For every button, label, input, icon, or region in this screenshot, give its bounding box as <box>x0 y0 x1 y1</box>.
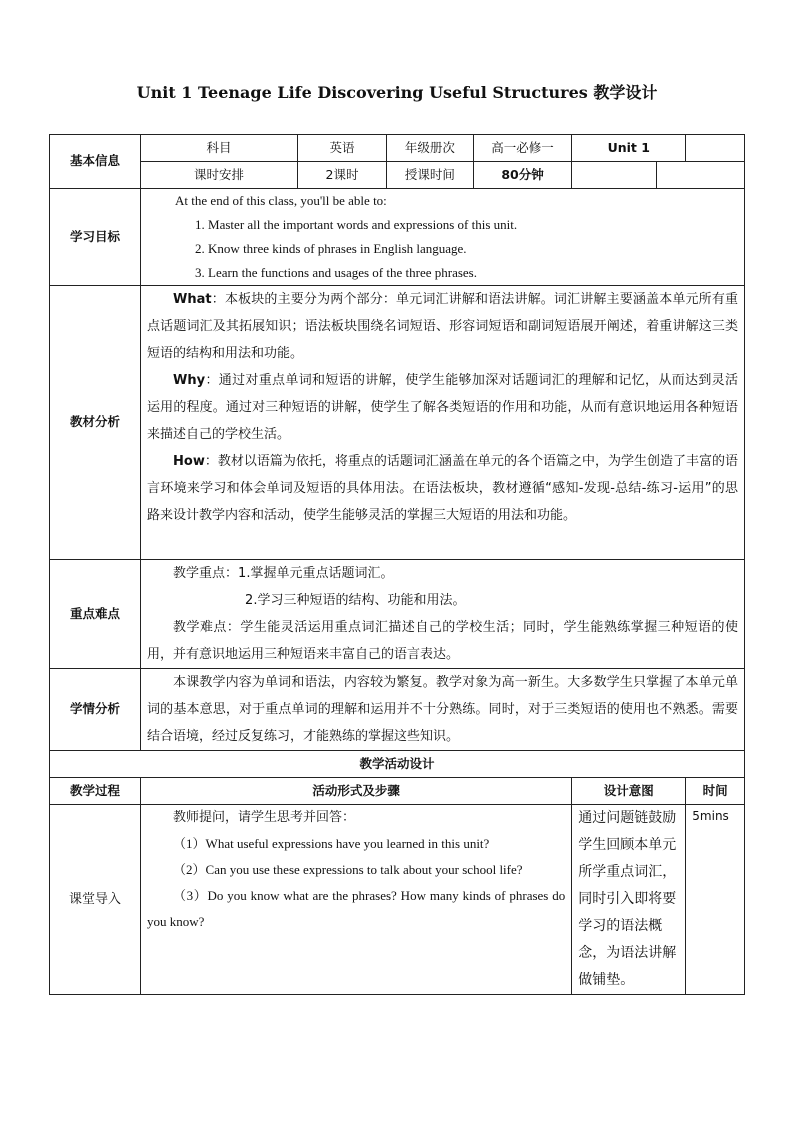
objectives-label: 学习目标 <box>50 189 141 286</box>
material-what <box>147 286 738 367</box>
key-point-line-3: 教学难点：学生能灵活运用重点词汇描述自己的学校生活；同时，学生能熟练掌握三种短语的使用，并有意识地运用三种短语来丰富自己的语言表达。 <box>147 620 738 662</box>
hours-value: 2课时 <box>298 162 387 189</box>
key-point-line-1: 教学重点：1.掌握单元重点话题词汇。 <box>173 566 394 581</box>
activity-heading: 教学活动设计 <box>50 751 745 778</box>
activity-column-headers <box>50 778 745 805</box>
what-key: What <box>173 292 212 307</box>
activity-step-1: （1）What useful expressions have you learned in this unit? <box>173 836 490 851</box>
key-point-line-2: 2.学习三种短语的结构、功能和用法。 <box>245 593 466 608</box>
material-content <box>141 286 745 560</box>
objectives-row <box>50 189 745 286</box>
material-label: 教材分析 <box>50 286 141 560</box>
student-analysis-content <box>141 669 745 751</box>
basic-info-label: 基本信息 <box>50 135 141 189</box>
activity-intent <box>572 805 686 995</box>
unit-value: Unit 1 <box>572 135 686 162</box>
student-analysis-text: 本课教学内容为单词和语法，内容较为繁复。教学对象为高一新生。大多数学生只掌握了本单元单词的基本意思，对于重点单词的理解和运用并不十分熟练。同时，对于三类短语的使用也不熟悉。需要结合语境，经过反复练习，才能熟练的掌握这些知识。 <box>147 675 738 744</box>
time-value: 80分钟 <box>473 162 571 189</box>
subject-label: 科目 <box>141 135 298 162</box>
lesson-plan-table <box>49 134 745 995</box>
why-key: Why <box>173 373 206 388</box>
material-why <box>147 367 738 448</box>
empty-cell <box>657 162 745 189</box>
objective-item-3: 3. Learn the functions and usages of the three phrases. <box>195 265 477 280</box>
activity-heading-row <box>50 751 745 778</box>
activity-steps <box>141 805 572 995</box>
subject-value: 英语 <box>298 135 387 162</box>
activity-intent-text: 通过问题链鼓励学生回顾本单元所学重点词汇，同时引入即将要学习的语法概念，为语法讲解做铺垫。 <box>578 810 677 988</box>
how-text: ：教材以语篇为依托，将重点的话题词汇涵盖在单元的各个语篇之中，为学生创造了丰富的语言环境来学习和体会单词及短语的具体用法。在语法板块，教材遵循“感知-发现-总结-练习-运用”的思路来设计教学内容和活动，使学生能够灵活的掌握三大短语的用法和功能。 <box>147 454 738 523</box>
material-row <box>50 286 745 560</box>
activity-row <box>50 805 745 995</box>
key-points-row <box>50 560 745 669</box>
activity-time: 5mins <box>686 805 745 995</box>
objective-item-2: 2. Know three kinds of phrases in English language. <box>195 241 467 256</box>
col-intent: 设计意图 <box>572 778 686 805</box>
how-key: How <box>173 454 205 469</box>
activity-step-2: （2）Can you use these expressions to talk about your school life? <box>173 862 523 877</box>
student-analysis-row <box>50 669 745 751</box>
why-text: ：通过对重点单词和短语的讲解，使学生能够加深对话题词汇的理解和记忆，从而达到灵活运用的程度。通过对三种短语的讲解，使学生了解各类短语的作用和功能，从而有意识地运用各种短语来描述自己的学校生活。 <box>147 373 738 442</box>
key-points-content <box>141 560 745 669</box>
col-process: 教学过程 <box>50 778 141 805</box>
basic-info-row-1 <box>50 135 745 162</box>
activity-process: 课堂导入 <box>50 805 141 995</box>
activity-step-0: 教师提问，请学生思考并回答： <box>173 810 356 825</box>
empty-cell <box>572 162 657 189</box>
basic-info-row-2 <box>50 162 745 189</box>
col-time: 时间 <box>686 778 745 805</box>
material-how <box>147 448 738 529</box>
grade-value: 高一必修一 <box>473 135 571 162</box>
objective-item-1: 1. Master all the important words and expressions of this unit. <box>195 217 518 232</box>
activity-step-3: （3）Do you know what are the phrases? How many kinds of phrases do you know? <box>147 888 566 929</box>
document-title: Unit 1 Teenage Life Discovering Useful Structures 教学设计 <box>136 83 658 102</box>
objectives-content <box>141 189 745 286</box>
col-steps: 活动形式及步骤 <box>141 778 572 805</box>
grade-label: 年级册次 <box>387 135 474 162</box>
hours-label: 课时安排 <box>141 162 298 189</box>
empty-cell <box>686 135 745 162</box>
student-analysis-label: 学情分析 <box>50 669 141 751</box>
objectives-intro: At the end of this class, you'll be able to: <box>175 193 387 208</box>
what-text: ：本板块的主要分为两个部分：单元词汇讲解和语法讲解。词汇讲解主要涵盖本单元所有重点话题词汇及其拓展知识；语法板块围绕名词短语、形容词短语和副词短语展开阐述，着重讲解这三类短语的结构和用法和功能。 <box>147 292 738 361</box>
key-points-label: 重点难点 <box>50 560 141 669</box>
time-label: 授课时间 <box>387 162 474 189</box>
